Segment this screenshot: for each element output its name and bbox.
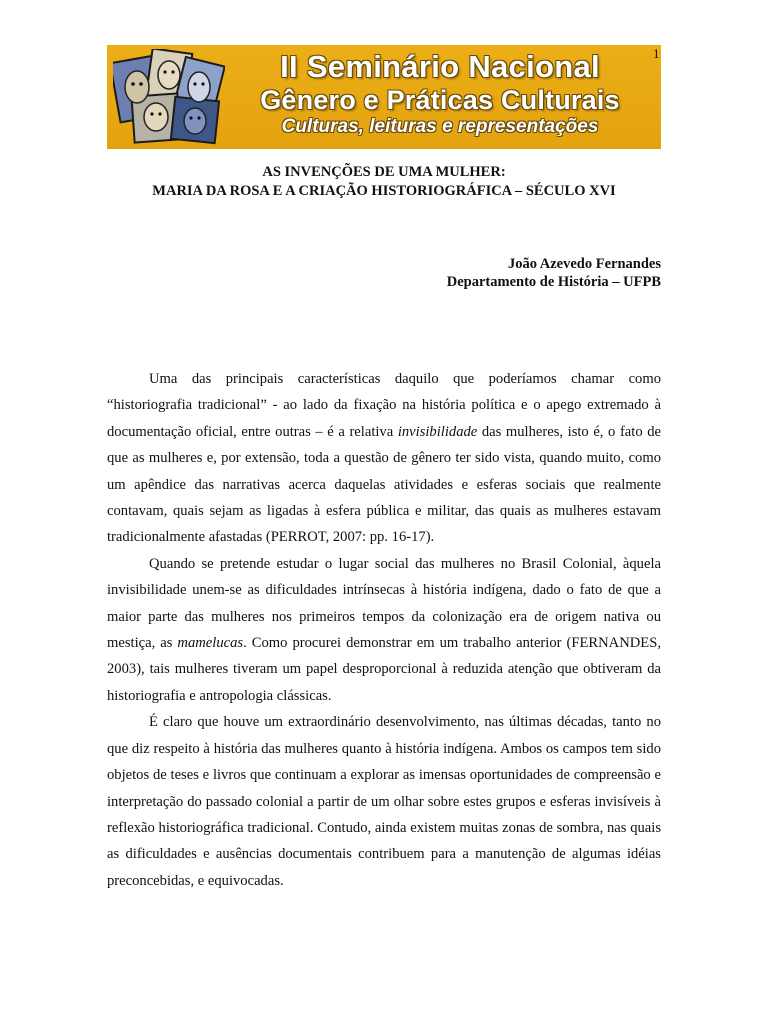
paragraph-2: Quando se pretende estudar o lugar social das mulheres no Brasil Colonial, àquela invisibilidade unem-se as dificuldades intrínsecas à história indígena, dado o fato de que a maior parte das mulheres nos primeiros tempos da colonização era de origem nativa ou mestiça, as mamelucas. Como procurei demonstrar em um trabalho anterior (FERNANDES, 2003), tais mulheres tiveram um papel desproporcional à reduzida atenção que obtiveram da historiografia e antropologia clássicas. <box>107 555 661 704</box>
author-affiliation: Departamento de História – UFPB <box>446 274 661 290</box>
banner-subtitle: Gênero e Práticas Culturais <box>260 85 620 115</box>
seminar-banner <box>107 45 661 149</box>
paragraph-3: É claro que houve um extraordinário desenvolvimento, nas últimas décadas, tanto no que diz respeito à história das mulheres quanto à história indígena. Ambos os campos tem sido objetos de teses e livros que continuam a explorar as imensas oportunidades de compreensão e interpretação do passado colonial a partir de um olhar sobre estes grupos e esferas invisíveis à reflexão historiográfica tradicional. Contudo, ainda existem muitas zonas de sombra, nas quais as dificuldades e ausências documentais contribuem para a manutenção de algumas idéias preconcebidas, e equivocadas. <box>107 714 661 889</box>
banner-text <box>225 45 655 139</box>
paper-title-line-2: MARIA DA ROSA E A CRIAÇÃO HISTORIOGRÁFICA – SÉCULO XVI <box>152 183 616 199</box>
page-number: 1 <box>653 46 660 61</box>
author-name: João Azevedo Fernandes <box>507 256 661 272</box>
banner-title: II Seminário Nacional <box>280 49 600 84</box>
emphasis-invisibilidade: invisibilidade <box>397 423 478 440</box>
emphasis-mamelucas: mamelucas <box>177 635 244 652</box>
paper-title-line-1: AS INVENÇÕES DE UMA MULHER: <box>262 164 506 180</box>
banner-tagline: Culturas, leituras e representações <box>281 116 599 137</box>
body-text <box>107 366 661 894</box>
collage-faces-art <box>113 49 225 145</box>
paragraph-1: Uma das principais características daquilo que poderíamos chamar como “historiografia tradicional” - ao lado da fixação na história política e o apego extremado à documentação oficial, entre outras – é a relativa invisibilidade das mulheres, isto é, o fato de que as mulheres e, por extensão, toda a questão de gênero ter sido vista, quando muito, como um apêndice das narrativas acerca daquelas atividades e esferas sociais que realmente contavam, quais sejam as ligadas à esfera pública e militar, das quais as mulheres estavam tradicionalmente afastadas (PERROT, 2007: pp. 16-17). <box>107 371 661 546</box>
